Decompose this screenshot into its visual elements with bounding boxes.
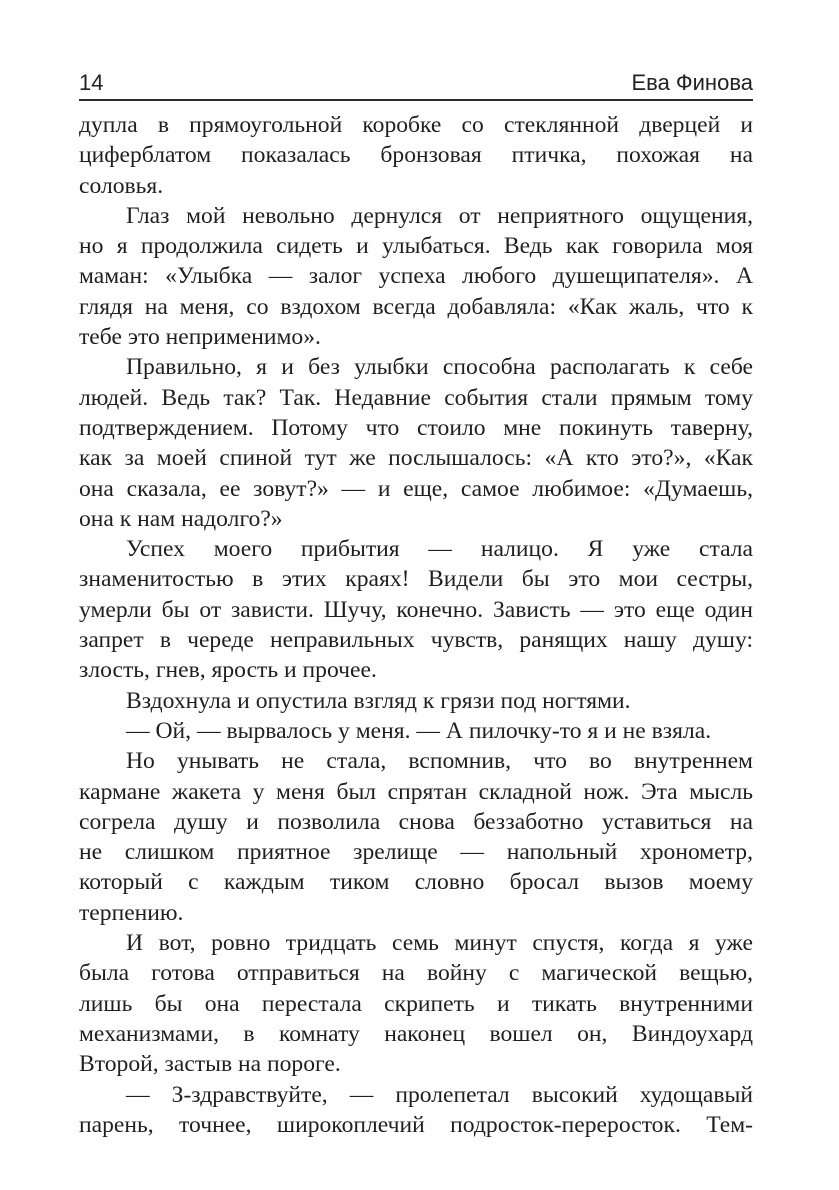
text-line: — З-здравствуйте, — пролепетал высокий худощавый xyxy=(126,1081,753,1108)
text-line: глядя на меня, со вздохом всегда добавляла: «Как жаль, что к xyxy=(79,293,753,320)
text-line: знаменитостью в этих краях! Видели бы это мои сестры, xyxy=(79,566,753,593)
running-title: Ева Финова xyxy=(631,70,753,95)
header-divider xyxy=(79,99,753,101)
text-line: злость, гнев, ярость и прочее. xyxy=(79,657,377,684)
text-line: Но унывать не стала, вспомнив, что во внутреннем xyxy=(126,748,753,775)
text-line: она к нам надолго?» xyxy=(79,505,283,532)
text-line: Вздохнула и опустила взгляд к грязи под ногтями. xyxy=(126,687,631,714)
text-line: подтверждением. Потому что стоило мне покинуть таверну, xyxy=(79,414,753,441)
text-line: согрела душу и позволила снова беззаботно уставиться на xyxy=(79,808,753,835)
text-line: который с каждым тиком словно бросал вызов моему xyxy=(79,869,753,896)
page-header xyxy=(79,64,753,98)
text-line: не слишком приятное зрелище — напольный хронометр, xyxy=(79,839,753,866)
text-line: умерли бы от зависти. Шучу, конечно. Зависть — это еще один xyxy=(79,596,753,623)
text-line: Глаз мой невольно дернулся от неприятного ощущения, xyxy=(126,202,753,229)
text-line: людей. Ведь так? Так. Недавние события стали прямым тому xyxy=(79,384,753,411)
text-line: И вот, ровно тридцать семь минут спустя, когда я уже xyxy=(126,930,753,957)
text-line: была готова отправиться на войну с магической вещью, xyxy=(79,960,753,987)
text-line: запрет в череде неправильных чувств, ранящих нашу душу: xyxy=(79,627,753,654)
text-line: Правильно, я и без улыбки способна располагать к себе xyxy=(126,354,753,381)
text-line: терпению. xyxy=(79,899,184,926)
text-line: она сказала, ее зовут?» — и еще, самое любимое: «Думаешь, xyxy=(79,475,753,502)
body-text xyxy=(79,110,753,1140)
text-line: парень, точнее, широкоплечий подросток-переросток. Тем- xyxy=(79,1111,753,1138)
text-line: Второй, застыв на пороге. xyxy=(79,1051,341,1078)
text-line: кармане жакета у меня был спрятан складной нож. Эта мысль xyxy=(79,778,753,805)
text-line: соловья. xyxy=(79,172,164,199)
text-line: маман: «Улыбка — залог успеха любого душещипателя». А xyxy=(79,263,753,290)
text-line: — Ой, — вырвалось у меня. — А пилочку-то я и не взяла. xyxy=(126,717,712,744)
text-line: но я продолжила сидеть и улыбаться. Ведь как говорила моя xyxy=(79,233,753,260)
text-line: как за моей спиной тут же послышалось: «А кто это?», «Как xyxy=(79,445,753,472)
text-line: тебе это неприменимо». xyxy=(79,324,321,351)
text-line: механизмами, в комнату наконец вошел он, Виндоухард xyxy=(79,1020,753,1047)
text-line: дупла в прямоугольной коробке со стеклянной дверцей и xyxy=(79,112,753,138)
page-number: 14 xyxy=(79,70,104,95)
text-line: циферблатом показалась бронзовая птичка, похожая на xyxy=(79,142,753,169)
text-line: Успех моего прибытия — налицо. Я уже стала xyxy=(126,536,753,563)
text-line: лишь бы она перестала скрипеть и тикать внутренними xyxy=(79,990,753,1017)
